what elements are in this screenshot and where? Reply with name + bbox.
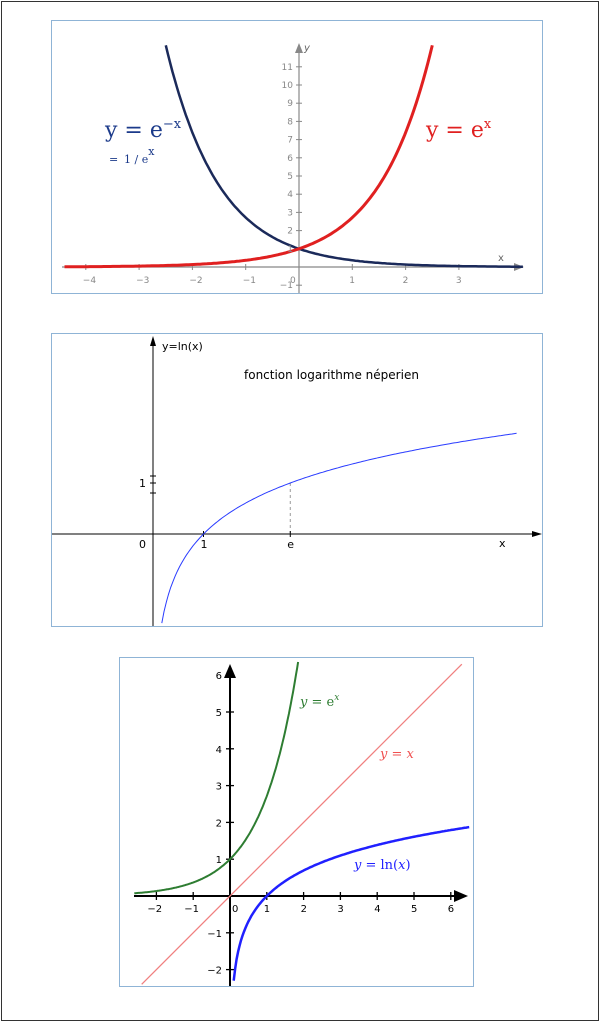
p3-x-tick-label: 5 bbox=[411, 904, 418, 915]
p1-y-tick-label: 2 bbox=[287, 226, 293, 237]
p1-series-exp-line bbox=[65, 45, 433, 266]
log-chart-panel bbox=[51, 333, 543, 627]
p2-x-arrow bbox=[532, 531, 542, 537]
p1-y-tick-label: 11 bbox=[281, 62, 293, 73]
p1-x-tick-label: 2 bbox=[402, 276, 409, 286]
p2-tick-labels bbox=[139, 477, 294, 551]
p3-x-tick-label: 6 bbox=[447, 904, 455, 915]
p1-legend-exp-neg: $y = e^{-x}$ bbox=[105, 117, 182, 143]
p3-label-exp: $y = e^x$ bbox=[300, 693, 340, 710]
exponential-chart bbox=[52, 21, 543, 294]
p1-legend-exp-neg-equiv: $1 / e^x$ bbox=[124, 145, 155, 166]
p3-y-tick-label: 6 bbox=[215, 671, 222, 683]
p2-x-tick-label: 1 bbox=[200, 538, 208, 551]
p3-x-arrow bbox=[454, 890, 468, 902]
p1-legend-exp-neg-equiv-eq: = bbox=[109, 153, 119, 166]
p3-x-tick-label: 3 bbox=[337, 904, 344, 915]
p1-y-tick-label: 9 bbox=[287, 99, 293, 110]
log-chart bbox=[52, 334, 543, 627]
comparison-chart bbox=[120, 658, 474, 987]
p1-y-axis-label: y bbox=[304, 43, 310, 54]
p1-y-tick-label: 7 bbox=[287, 135, 293, 146]
p2-x-axis-label: x bbox=[499, 537, 506, 550]
p2-chart-title: fonction logarithme néperien bbox=[244, 368, 419, 382]
p3-x-tick-label: 4 bbox=[374, 904, 381, 915]
comparison-chart-panel bbox=[119, 657, 474, 987]
p3-y-arrow bbox=[224, 664, 236, 678]
p1-y-arrow bbox=[295, 43, 303, 53]
p1-x-tick-label: 1 bbox=[349, 276, 356, 286]
p1-y-tick-label: −1 bbox=[279, 281, 293, 292]
p3-y-tick-label: 4 bbox=[215, 744, 222, 756]
p1-x-tick-label: −4 bbox=[82, 276, 97, 286]
p1-y-tick-label: 10 bbox=[281, 81, 293, 91]
p2-y-tick-label: 1 bbox=[139, 477, 146, 490]
p1-y-tick-label: 6 bbox=[287, 153, 293, 164]
p1-x-tick-label: 3 bbox=[455, 276, 462, 286]
p3-y-tick-label: −1 bbox=[207, 928, 222, 940]
p3-y-tick-label: 1 bbox=[215, 855, 222, 867]
p1-y-tick-label: 1 bbox=[287, 244, 293, 255]
p1-y-tick-label: 3 bbox=[287, 208, 293, 219]
p3-y-tick-label: 3 bbox=[215, 781, 222, 793]
exponential-chart-panel bbox=[51, 20, 543, 294]
p3-label-identity: y = x bbox=[380, 747, 414, 762]
p3-x-tick-label: 2 bbox=[300, 904, 307, 915]
p2-x-tick-label: 0 bbox=[139, 538, 146, 551]
p1-x-tick-label: −1 bbox=[242, 276, 256, 286]
p3-x-tick-label: 1 bbox=[263, 904, 271, 915]
p3-y-tick-label: 5 bbox=[215, 708, 222, 719]
p1-axes bbox=[62, 43, 524, 293]
p3-x-tick-label: 0 bbox=[232, 904, 239, 915]
p1-x-tick-label: −2 bbox=[189, 276, 203, 286]
p2-series-layer bbox=[162, 433, 517, 623]
p1-y-tick-label: 5 bbox=[287, 172, 293, 182]
p1-x-axis-label: x bbox=[498, 253, 504, 264]
p3-y-tick-label: 2 bbox=[215, 818, 222, 830]
p1-x-tick-label: −3 bbox=[136, 276, 150, 286]
p1-x-tick-label: 0 bbox=[290, 276, 296, 286]
p2-y-axis-label: y=ln(x) bbox=[162, 340, 203, 353]
p2-series-ln-line bbox=[162, 433, 517, 623]
p1-y-tick-label: 8 bbox=[287, 117, 293, 128]
p3-x-tick-label: −2 bbox=[147, 904, 163, 915]
p1-legend-exp: $y = e^x$ bbox=[426, 117, 492, 143]
p3-x-tick-label: −1 bbox=[184, 904, 199, 915]
p2-y-arrow bbox=[150, 336, 156, 346]
p3-y-tick-label: −2 bbox=[207, 965, 222, 977]
p3-label-ln: y = ln(x) bbox=[354, 858, 411, 873]
p1-series-exp-neg-line bbox=[166, 45, 523, 266]
p3-series-identity-line bbox=[142, 664, 462, 984]
p3-series-layer bbox=[134, 662, 469, 984]
p2-x-tick-label: e bbox=[287, 538, 295, 551]
p1-y-tick-label: 4 bbox=[287, 190, 293, 201]
